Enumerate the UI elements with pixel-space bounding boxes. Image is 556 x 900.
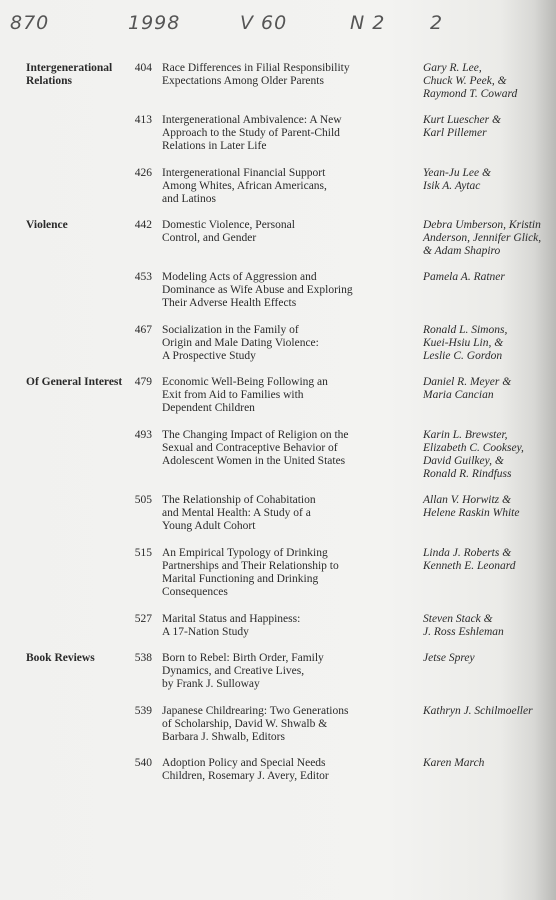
handwritten-copy: 2 bbox=[430, 12, 444, 34]
article-title: The Changing Impact of Religion on the Sexual and Contraceptive Behavior of Adolescent Women in the United States bbox=[162, 429, 349, 467]
article-title: Race Differences in Filial Responsibility Expectations Among Older Parents bbox=[162, 62, 350, 87]
article-title: Intergenerational Financial Support Among Whites, African Americans, and Latinos bbox=[162, 167, 327, 205]
handwritten-issue: N 2 bbox=[350, 12, 386, 34]
page-number: 413 bbox=[134, 114, 152, 126]
handwritten-number: 870 bbox=[10, 12, 50, 34]
page-number: 493 bbox=[134, 429, 152, 441]
page-number: 442 bbox=[134, 219, 152, 231]
page-number: 479 bbox=[134, 376, 152, 388]
page-number: 540 bbox=[134, 757, 152, 769]
page-number: 404 bbox=[134, 62, 152, 74]
section-heading-book-reviews: Book Reviews bbox=[26, 652, 95, 664]
page-number: 515 bbox=[134, 547, 152, 559]
page-number: 426 bbox=[134, 167, 152, 179]
article-authors: Pamela A. Ratner bbox=[423, 271, 505, 283]
article-authors: Steven Stack & J. Ross Eshleman bbox=[423, 613, 504, 638]
page-number: 539 bbox=[134, 705, 152, 717]
article-title: Domestic Violence, Personal Control, and Gender bbox=[162, 219, 295, 244]
page-number: 505 bbox=[134, 494, 152, 506]
article-authors: Karen March bbox=[423, 757, 485, 769]
article-title: Modeling Acts of Aggression and Dominance as Wife Abuse and Exploring Their Adverse Health Effects bbox=[162, 271, 353, 309]
section-heading-general-interest: Of General Interest bbox=[26, 376, 123, 388]
article-authors: Kathryn J. Schilmoeller bbox=[423, 705, 533, 717]
article-title: An Empirical Typology of Drinking Partnerships and Their Relationship to Marital Functioning and Drinking Consequences bbox=[162, 547, 339, 598]
article-authors: Debra Umberson, Kristin Anderson, Jennifer Glick, & Adam Shapiro bbox=[423, 219, 542, 257]
article-authors: Jetse Sprey bbox=[423, 652, 475, 664]
page-number: 538 bbox=[134, 652, 152, 664]
article-authors: Karin L. Brewster, Elizabeth C. Cooksey, David Guilkey, & Ronald R. Rindfuss bbox=[423, 429, 524, 480]
article-authors: Yean-Ju Lee & Isik A. Aytac bbox=[423, 167, 491, 192]
handwritten-volume: V 60 bbox=[240, 12, 288, 34]
article-authors: Gary R. Lee, Chuck W. Peek, & Raymond T. Coward bbox=[423, 62, 518, 100]
article-authors: Ronald L. Simons, Kuei-Hsiu Lin, & Leslie C. Gordon bbox=[423, 324, 508, 362]
article-authors: Daniel R. Meyer & Maria Cancian bbox=[423, 376, 512, 401]
article-title: The Relationship of Cohabitation and Mental Health: A Study of a Young Adult Cohort bbox=[162, 494, 316, 532]
article-title: Marital Status and Happiness: A 17-Nation Study bbox=[162, 613, 301, 638]
article-title: Adoption Policy and Special Needs Children, Rosemary J. Avery, Editor bbox=[162, 757, 329, 782]
section-heading-violence: Violence bbox=[26, 219, 68, 231]
handwritten-annotation bbox=[10, 8, 480, 42]
section-heading-intergenerational: Intergenerational Relations bbox=[26, 62, 113, 87]
article-title: Intergenerational Ambivalence: A New Approach to the Study of Parent-Child Relations in Later Life bbox=[162, 114, 342, 152]
article-title: Economic Well-Being Following an Exit from Aid to Families with Dependent Children bbox=[162, 376, 328, 414]
article-authors: Kurt Luescher & Karl Pillemer bbox=[423, 114, 501, 139]
article-authors: Linda J. Roberts & Kenneth E. Leonard bbox=[423, 547, 516, 572]
page-number: 453 bbox=[134, 271, 152, 283]
article-title: Socialization in the Family of Origin and Male Dating Violence: A Prospective Study bbox=[162, 324, 319, 362]
page-number: 527 bbox=[134, 613, 152, 625]
article-authors: Allan V. Horwitz & Helene Raskin White bbox=[423, 494, 520, 519]
handwritten-year: 1998 bbox=[128, 12, 181, 34]
page-number: 467 bbox=[134, 324, 152, 336]
article-title: Japanese Childrearing: Two Generations of Scholarship, David W. Shwalb & Barbara J. Shwalb, Editors bbox=[162, 705, 349, 743]
article-title: Born to Rebel: Birth Order, Family Dynamics, and Creative Lives, by Frank J. Sulloway bbox=[162, 652, 324, 690]
